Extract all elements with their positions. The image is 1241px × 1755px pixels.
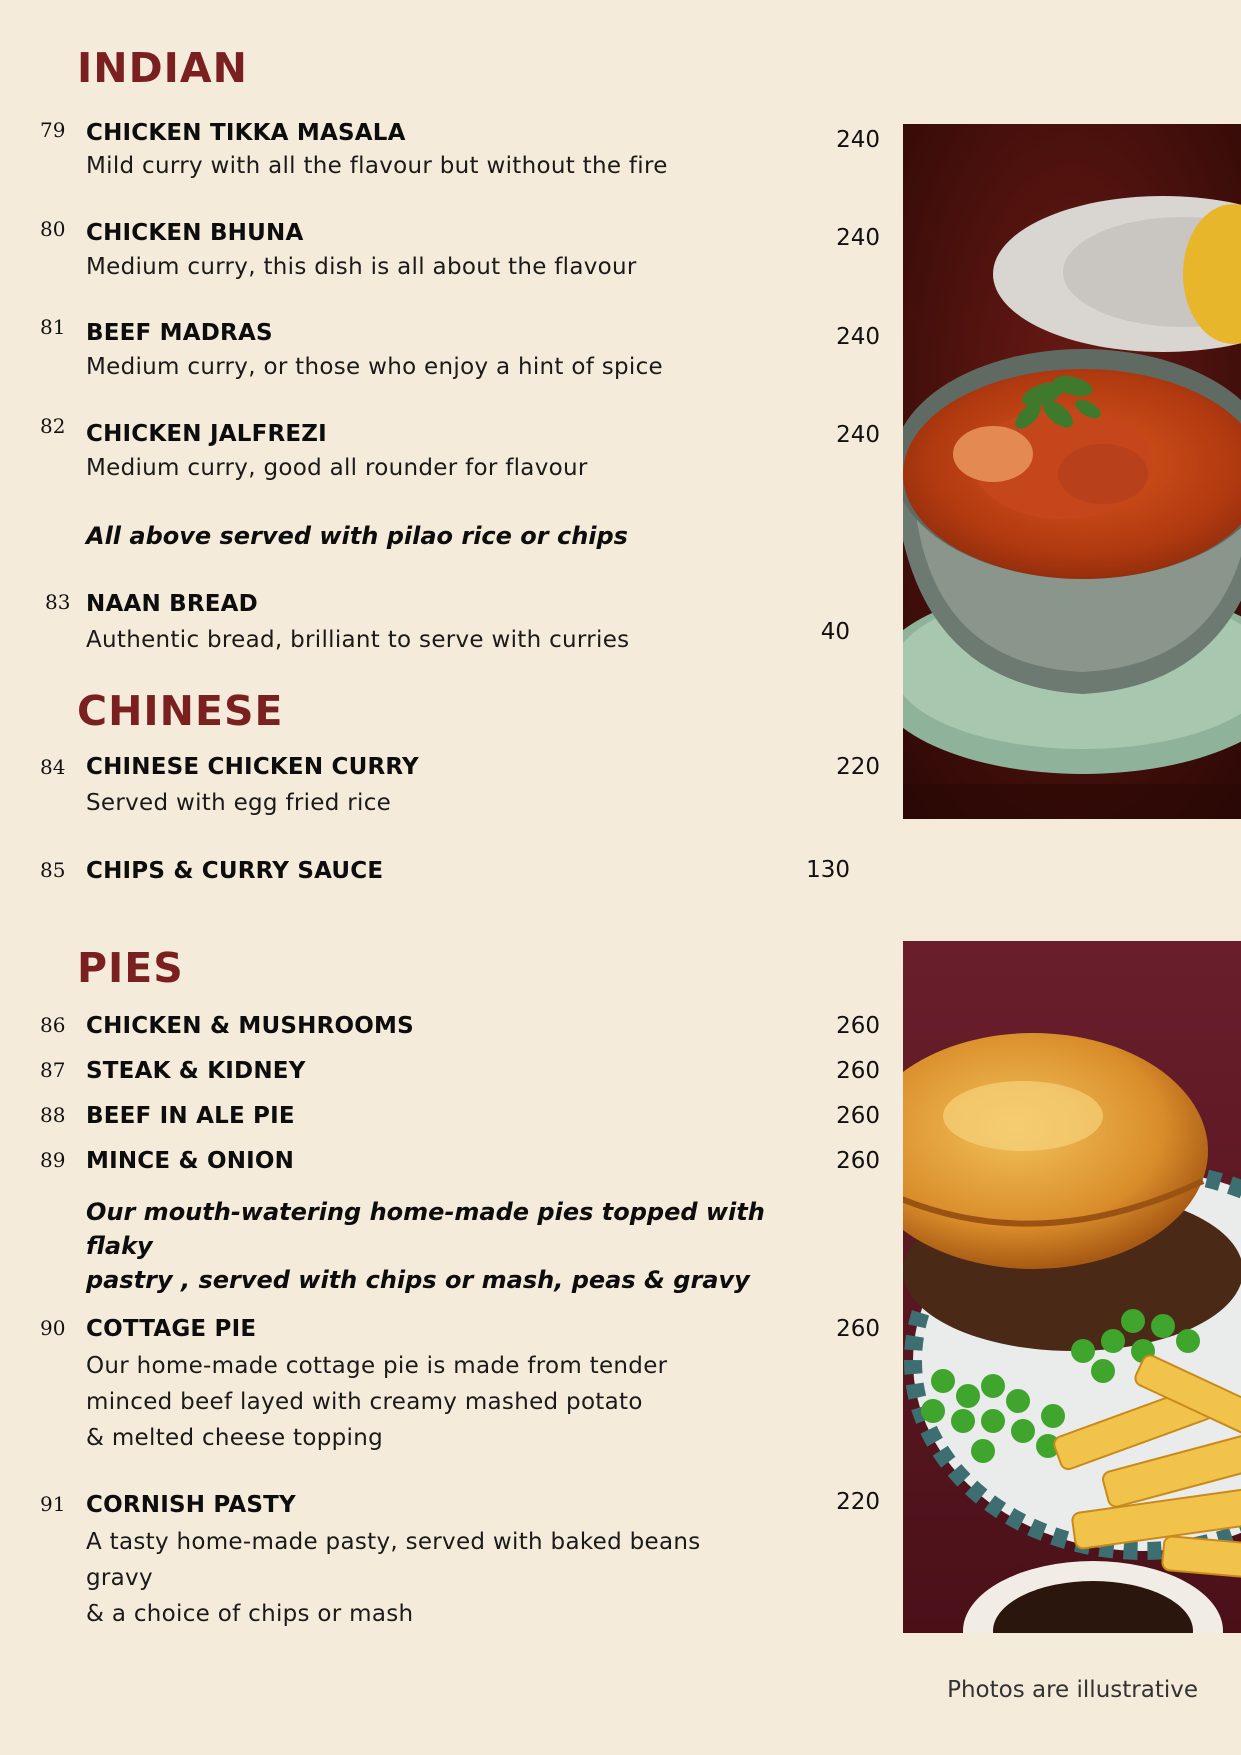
item-number: 85 <box>40 858 66 882</box>
description-line: A tasty home-made pasty, served with baked beans gravy <box>86 1529 701 1591</box>
section-title-indian: INDIAN <box>77 44 248 92</box>
item-number: 86 <box>40 1013 66 1037</box>
item-description: Medium curry, this dish is all about the flavour <box>86 254 637 280</box>
item-number: 90 <box>40 1316 66 1340</box>
photos-disclaimer: Photos are illustrative <box>947 1677 1198 1703</box>
item-name: CHICKEN TIKKA MASALA <box>86 120 406 146</box>
item-description: Served with egg fried rice <box>86 790 392 816</box>
item-name: CHICKEN & MUSHROOMS <box>86 1013 414 1039</box>
item-name: CHICKEN BHUNA <box>86 220 304 246</box>
item-number: 87 <box>40 1058 66 1082</box>
item-description: Mild curry with all the flavour but without the fire <box>86 153 668 179</box>
item-price: 240 <box>836 324 880 350</box>
item-name: NAAN BREAD <box>86 591 258 617</box>
item-description <box>86 1524 766 1632</box>
item-price: 260 <box>836 1013 880 1039</box>
item-name: CORNISH PASTY <box>86 1492 296 1518</box>
item-number: 81 <box>40 315 66 339</box>
item-description: Medium curry, good all rounder for flavour <box>86 455 588 481</box>
item-description: Authentic bread, brilliant to serve with curries <box>86 627 630 653</box>
pies-note-line: Our mouth-watering home-made pies topped with flaky <box>86 1198 765 1260</box>
served-with-note: All above served with pilao rice or chips <box>86 522 628 550</box>
section-title-pies: PIES <box>77 944 184 992</box>
item-name: COTTAGE PIE <box>86 1316 257 1342</box>
item-name: BEEF MADRAS <box>86 320 273 346</box>
item-price: 240 <box>836 422 880 448</box>
pies-note <box>86 1195 786 1297</box>
description-line: & melted cheese topping <box>86 1425 383 1451</box>
item-number: 83 <box>45 590 71 614</box>
item-name: MINCE & ONION <box>86 1148 295 1174</box>
item-number: 88 <box>40 1103 66 1127</box>
description-line: Our home-made cottage pie is made from tender <box>86 1353 668 1379</box>
item-name: BEEF IN ALE PIE <box>86 1103 295 1129</box>
item-name: STEAK & KIDNEY <box>86 1058 306 1084</box>
item-name: CHIPS & CURRY SAUCE <box>86 858 384 884</box>
item-name: CHICKEN JALFREZI <box>86 421 327 447</box>
section-title-chinese: CHINESE <box>77 687 284 735</box>
item-price: 260 <box>836 1316 880 1342</box>
item-number: 79 <box>40 118 66 142</box>
item-name: CHINESE CHICKEN CURRY <box>86 754 419 780</box>
item-number: 82 <box>40 414 66 438</box>
item-price: 240 <box>836 127 880 153</box>
item-price: 130 <box>806 857 850 883</box>
pies-note-line: pastry , served with chips or mash, peas & gravy <box>86 1266 750 1294</box>
item-price: 260 <box>836 1148 880 1174</box>
item-number: 89 <box>40 1148 66 1172</box>
item-price: 220 <box>836 754 880 780</box>
pie-photo-image <box>903 941 1241 1633</box>
item-number: 91 <box>40 1492 66 1516</box>
item-price: 220 <box>836 1489 880 1515</box>
item-price: 40 <box>820 619 850 645</box>
description-line: minced beef layed with creamy mashed potato <box>86 1389 643 1415</box>
item-price: 240 <box>836 225 880 251</box>
item-price: 260 <box>836 1058 880 1084</box>
item-price: 260 <box>836 1103 880 1129</box>
curry-photo-image <box>903 124 1241 819</box>
item-description <box>86 1348 766 1456</box>
description-line: & a choice of chips or mash <box>86 1601 414 1627</box>
item-description: Medium curry, or those who enjoy a hint of spice <box>86 354 664 380</box>
item-number: 84 <box>40 755 66 779</box>
item-number: 80 <box>40 217 66 241</box>
